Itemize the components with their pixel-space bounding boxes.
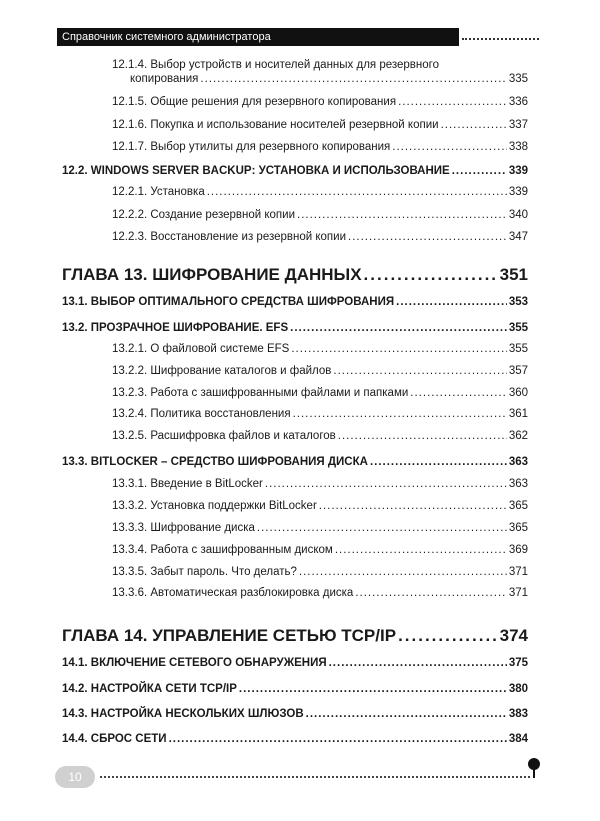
toc-entry-title: ГЛАВА 14. УПРАВЛЕНИЕ СЕТЬЮ TCP/IP	[62, 626, 397, 645]
toc-leader	[207, 186, 507, 198]
toc-entry-title: 13.3.4. Работа с зашифрованным диском	[112, 544, 333, 556]
toc-leader	[257, 522, 507, 534]
toc-entry	[112, 522, 528, 534]
toc-entry	[112, 186, 528, 198]
toc-entry-title: ГЛАВА 13. ШИФРОВАНИЕ ДАННЫХ	[62, 265, 362, 284]
toc-entry-page: 347	[508, 231, 528, 243]
bullet-stem	[533, 768, 535, 778]
toc-leader	[293, 408, 507, 420]
toc-entry	[112, 566, 528, 578]
toc-entry-title: 13.3. BITLOCKER – СРЕДСТВО ШИФРОВАНИЯ ДИСКА	[62, 456, 368, 468]
toc-entry-page: 355	[508, 343, 528, 355]
toc-leader	[335, 544, 507, 556]
toc-entry	[112, 544, 528, 556]
toc-entry-title: 14.4. СБРОС СЕТИ	[62, 733, 167, 745]
toc-chapter	[62, 626, 528, 646]
toc-entry-page: 336	[508, 96, 528, 108]
toc-entry-page: 339	[508, 165, 528, 177]
toc-entry-page: 369	[508, 544, 528, 556]
toc-entry-title: 13.3.1. Введение в BitLocker	[112, 478, 263, 490]
toc-entry-page: 355	[508, 322, 528, 334]
toc-entry-page: 362	[508, 430, 528, 442]
toc-leader	[169, 733, 507, 745]
toc-entry-title: 12.1.6. Покупка и использование носителей резервной копии	[112, 119, 439, 131]
toc-entry-title: 14.1. ВКЛЮЧЕНИЕ СЕТЕВОГО ОБНАРУЖЕНИЯ	[62, 657, 327, 669]
toc-entry-title: 13.2.2. Шифрование каталогов и файлов	[112, 365, 332, 377]
toc-leader	[392, 141, 507, 153]
toc-entry-title: 13.2. ПРОЗРАЧНОЕ ШИФРОВАНИЕ. EFS	[62, 322, 289, 334]
toc-entry	[112, 141, 528, 153]
toc-entry-title: 13.3.3. Шифрование диска	[112, 522, 255, 534]
toc-entry-title: 12.2.3. Восстановление из резервной копии	[112, 231, 346, 243]
toc-entry-page: 363	[508, 456, 528, 468]
toc-chapter	[62, 265, 528, 285]
toc-leader	[239, 683, 507, 695]
toc-section	[62, 165, 528, 177]
toc-entry	[112, 430, 528, 442]
toc-entry-title: 13.1. ВЫБОР ОПТИМАЛЬНОГО СРЕДСТВА ШИФРОВАНИЯ	[62, 296, 395, 308]
toc-entry-page: 353	[508, 296, 528, 308]
toc-entry	[112, 587, 528, 599]
toc-entry-page: 380	[508, 683, 528, 695]
toc-entry-page: 357	[508, 365, 528, 377]
footer-dotted-rule	[100, 776, 530, 778]
toc-leader	[306, 708, 507, 720]
toc-entry	[112, 96, 528, 108]
toc-entry-title: 12.2.1. Установка	[112, 186, 205, 198]
toc-leader	[291, 343, 506, 355]
toc-leader	[265, 478, 507, 490]
toc-entry-title: 14.3. НАСТРОЙКА НЕСКОЛЬКИХ ШЛЮЗОВ	[62, 708, 304, 720]
toc-entry-page: 384	[508, 733, 528, 745]
toc-entry-page: 371	[508, 587, 528, 599]
toc-section	[62, 296, 528, 308]
toc-entry-page: 361	[508, 408, 528, 420]
toc-entry-page: 365	[508, 522, 528, 534]
toc-entry-title: 13.2.4. Политика восстановления	[112, 408, 291, 420]
toc-entry-page: 383	[508, 708, 528, 720]
toc-entry-page: 339	[508, 186, 528, 198]
toc-entry-title: копирования	[130, 73, 199, 85]
toc-leader	[329, 657, 507, 669]
toc-leader	[398, 626, 498, 646]
toc-entry	[112, 231, 528, 243]
toc-entry-title: 13.2.5. Расшифровка файлов и каталогов	[112, 430, 336, 442]
toc-leader	[441, 119, 507, 131]
toc-entry-title: 13.2.3. Работа с зашифрованными файлами и папками	[112, 387, 409, 399]
toc-leader	[200, 73, 506, 85]
toc-section	[62, 733, 528, 745]
toc-entry	[112, 478, 528, 490]
toc-leader	[299, 566, 507, 578]
toc-entry-title: 13.3.5. Забыт пароль. Что делать?	[112, 566, 297, 578]
toc-entry-title: 12.1.4. Выбор устройств и носителей данных для резервного	[112, 59, 439, 71]
toc-entry	[112, 119, 528, 131]
toc-section	[62, 708, 528, 720]
toc-leader	[452, 165, 507, 177]
toc-leader	[398, 96, 507, 108]
toc-section	[62, 456, 528, 468]
toc-entry	[112, 387, 528, 399]
toc-entry	[112, 343, 528, 355]
toc-entry-page: 351	[499, 265, 528, 284]
toc-entry	[130, 73, 528, 85]
toc-section	[62, 683, 528, 695]
toc-entry-title: 12.2. WINDOWS SERVER BACKUP: УСТАНОВКА И ИСПОЛЬЗОВАНИЕ	[62, 165, 450, 177]
toc-leader	[348, 231, 507, 243]
toc-leader	[297, 209, 507, 221]
toc-leader	[370, 456, 507, 468]
toc-leader	[333, 365, 506, 377]
toc-leader	[319, 500, 507, 512]
toc-leader	[355, 587, 507, 599]
toc-entry-title: 13.3.2. Установка поддержки BitLocker	[112, 500, 317, 512]
toc-leader	[338, 430, 507, 442]
toc-entry-page: 375	[508, 657, 528, 669]
toc-entry-page: 335	[508, 73, 528, 85]
toc-entry-title: 14.2. НАСТРОЙКА СЕТИ TCP/IP	[62, 683, 237, 695]
toc-entry-page: 338	[508, 141, 528, 153]
toc-entry-page: 340	[508, 209, 528, 221]
page-number-badge: 10	[55, 766, 95, 788]
toc-entry	[112, 365, 528, 377]
toc-entry-page: 374	[499, 626, 528, 645]
toc-entry-title: 13.3.6. Автоматическая разблокировка диска	[112, 587, 354, 599]
toc-entry-page: 363	[508, 478, 528, 490]
running-header: Справочник системного администратора	[57, 28, 459, 46]
toc-entry-page: 360	[508, 387, 528, 399]
toc-entry	[112, 408, 528, 420]
toc-leader	[364, 265, 498, 285]
toc-entry-title: 13.2.1. О файловой системе EFS	[112, 343, 290, 355]
toc-entry-page: 365	[508, 500, 528, 512]
toc-entry-title: 12.1.5. Общие решения для резервного копирования	[112, 96, 397, 108]
toc-entry-title: 12.2.2. Создание резервной копии	[112, 209, 296, 221]
toc-entry	[112, 500, 528, 512]
toc-leader	[290, 322, 507, 334]
header-dotted-rule	[462, 38, 539, 40]
toc-entry	[112, 209, 528, 221]
toc-leader	[396, 296, 507, 308]
toc-entry-title: 12.1.7. Выбор утилиты для резервного копирования	[112, 141, 391, 153]
toc-leader	[410, 387, 507, 399]
toc-entry-page: 337	[508, 119, 528, 131]
toc-section	[62, 322, 528, 334]
toc-entry-page: 371	[508, 566, 528, 578]
toc-section	[62, 657, 528, 669]
